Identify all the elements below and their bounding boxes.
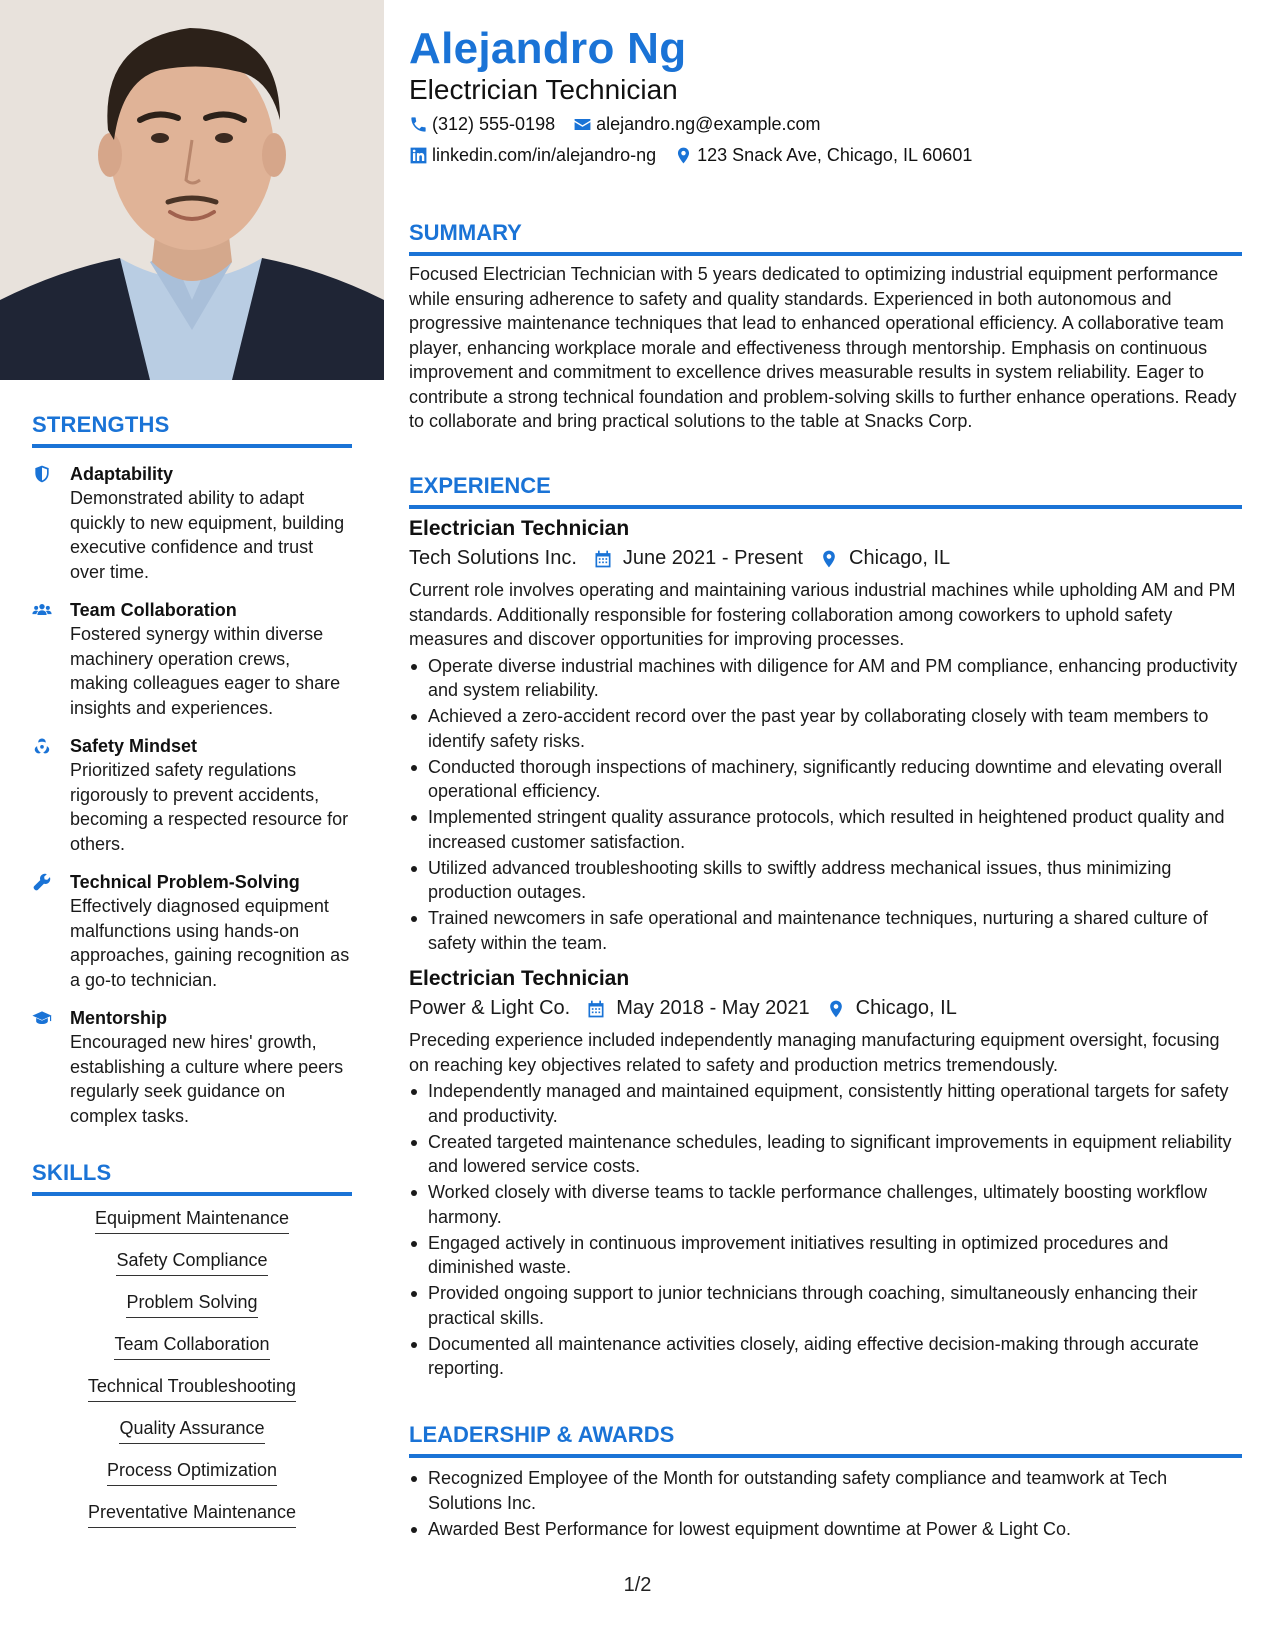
job-location: Chicago, IL [826,997,957,1020]
list-item: Documented all maintenance activities closely, aiding effective decision-making through accurate reporting. [409,1332,1242,1381]
strength-item [32,462,352,584]
phone-number: (312) 555-0198 [432,114,556,134]
summary-text: Focused Electrician Technician with 5 years dedicated to optimizing industrial equipment performance while ensuring adherence to safety and quality standards. Experienced in both autonomous and progressive maintenance techniques that lead to enhanced operational efficiency. A collaborative team player, enhancing workplace morale and effectiveness through mentorship. Emphasis on continuous improvement and commitment to excellence drives measurable results in system reliability. Eager to contribute a strong technical foundation and problem-solving skills to further enhance operations. Ready to collaborate and bring practical solutions to the table at Snacks Corp. [409,264,1237,431]
map-pin-icon [826,999,846,1019]
job-location: Chicago, IL [819,547,950,570]
strength-item [32,734,352,856]
strength-description: Fostered synergy within diverse machinery operation crews, making colleagues eager to share insights and experiences. [70,624,341,718]
profile-photo-image [0,0,384,380]
strength-name: Technical Problem-Solving [70,872,300,892]
leadership-heading: LEADERSHIP & AWARDS [409,1422,1242,1458]
candidate-name: Alejandro Ng [409,24,687,73]
job-description: Current role involves operating and maintaining various industrial machines while upholding AM and PM standards. Additionally responsible for fostering collaboration among coworkers to uphold safety measures and discover opportunities for improving processes. [409,580,1236,649]
shield-icon [32,462,70,584]
graduation-cap-icon [32,1006,70,1128]
phone-contact [409,114,555,135]
job-description: Preceding experience included independently managing manufacturing equipment oversight, focusing on reaching key objectives related to safety and production metrics tremendously. [409,1030,1220,1075]
list-item: Implemented stringent quality assurance protocols, which resulted in heightened product quality and increased customer satisfaction. [409,805,1242,854]
page-number: 1/2 [623,1574,652,1596]
linkedin-contact[interactable] [409,145,656,166]
strength-description: Prioritized safety regulations rigorously to prevent accidents, becoming a respected resource for others. [70,760,349,854]
strengths-heading: STRENGTHS [32,412,352,448]
list-item: Recognized Employee of the Month for outstanding safety compliance and teamwork at Tech Solutions Inc. [409,1466,1242,1515]
list-item: Conducted thorough inspections of machinery, significantly reducing downtime and elevating overall operational efficiency. [409,755,1242,804]
strength-name: Team Collaboration [70,600,237,620]
profile-photo [0,0,384,380]
job-meta [409,547,1242,570]
skill-item: Equipment Maintenance [32,1206,352,1234]
sidebar [0,0,384,1650]
list-item: Operate diverse industrial machines with diligence for AM and PM compliance, enhancing productivity and system reliability. [409,654,1242,703]
experience-heading: EXPERIENCE [409,473,1242,509]
job-bullets [409,1079,1242,1381]
skill-item: Preventative Maintenance [32,1500,352,1528]
contact-row-2 [409,145,990,166]
list-item: Provided ongoing support to junior technicians through coaching, simultaneously enhancing their practical skills. [409,1281,1242,1330]
strength-item [32,870,352,992]
job-bullets [409,654,1242,956]
list-item: Utilized advanced troubleshooting skills to swiftly address mechanical issues, thus minimizing production outages. [409,856,1242,905]
calendar-icon [593,549,613,569]
linkedin-url[interactable]: linkedin.com/in/alejandro-ng [432,145,657,165]
leadership-section [409,1422,1242,1541]
strength-item [32,598,352,720]
strength-name: Mentorship [70,1008,167,1028]
skill-item: Safety Compliance [32,1248,352,1276]
list-item: Independently managed and maintained equipment, consistently hitting operational targets for safety and productivity. [409,1079,1242,1128]
job-title: Electrician Technician [409,517,630,540]
strength-name: Safety Mindset [70,736,198,756]
map-pin-icon [819,549,839,569]
skill-item: Quality Assurance [32,1416,352,1444]
skills-list [32,1206,352,1528]
company-name: Tech Solutions Inc. [409,547,577,569]
users-icon [32,598,70,720]
address-text: 123 Snack Ave, Chicago, IL 60601 [697,145,973,165]
job-dates: June 2021 - Present [593,547,803,570]
skill-item: Problem Solving [32,1290,352,1318]
list-item: Created targeted maintenance schedules, leading to significant improvements in equipment reliability and lowered service costs. [409,1130,1242,1179]
leadership-list [409,1466,1242,1541]
skills-heading: SKILLS [32,1160,352,1196]
list-item: Worked closely with diverse teams to tackle performance challenges, ultimately boosting workflow harmony. [409,1180,1242,1229]
contact-row-1 [409,114,839,135]
candidate-title: Electrician Technician [409,74,678,105]
strengths-section [32,412,352,1128]
skill-item: Team Collaboration [32,1332,352,1360]
job-meta [409,997,1242,1020]
calendar-icon [586,999,606,1019]
skill-item: Technical Troubleshooting [32,1374,352,1402]
strength-name: Adaptability [70,464,174,484]
job-entry [409,517,1242,955]
list-item: Trained newcomers in safe operational and maintenance techniques, nurturing a shared culture of safety within the team. [409,906,1242,955]
job-entry [409,967,1242,1381]
strength-description: Demonstrated ability to adapt quickly to new equipment, building executive confidence and trust over time. [70,488,345,582]
skills-section [32,1160,352,1528]
list-item: Engaged actively in continuous improvement initiatives resulting in optimized procedures and diminished waste. [409,1231,1242,1280]
map-pin-icon [674,146,693,165]
strength-description: Encouraged new hires' growth, establishing a culture where peers regularly seek guidance on complex tasks. [70,1032,344,1126]
list-item: Achieved a zero-accident record over the past year by collaborating closely with team members to identify safety risks. [409,704,1242,753]
phone-icon [409,115,428,134]
summary-heading: SUMMARY [409,220,1242,256]
email-address[interactable]: alejandro.ng@example.com [596,114,821,134]
wrench-icon [32,870,70,992]
strength-item [32,1006,352,1128]
email-contact[interactable] [573,114,820,135]
address-contact [674,145,972,166]
linkedin-icon [409,146,428,165]
job-title: Electrician Technician [409,967,630,990]
strength-description: Effectively diagnosed equipment malfunctions using hands-on approaches, gaining recognition as a go-to technician. [70,896,350,990]
summary-section [409,220,1242,434]
skill-item: Process Optimization [32,1458,352,1486]
experience-section [409,473,1242,1381]
list-item: Awarded Best Performance for lowest equipment downtime at Power & Light Co. [409,1517,1242,1542]
company-name: Power & Light Co. [409,997,571,1019]
biohazard-icon [32,734,70,856]
job-dates: May 2018 - May 2021 [586,997,809,1020]
envelope-icon [573,115,592,134]
